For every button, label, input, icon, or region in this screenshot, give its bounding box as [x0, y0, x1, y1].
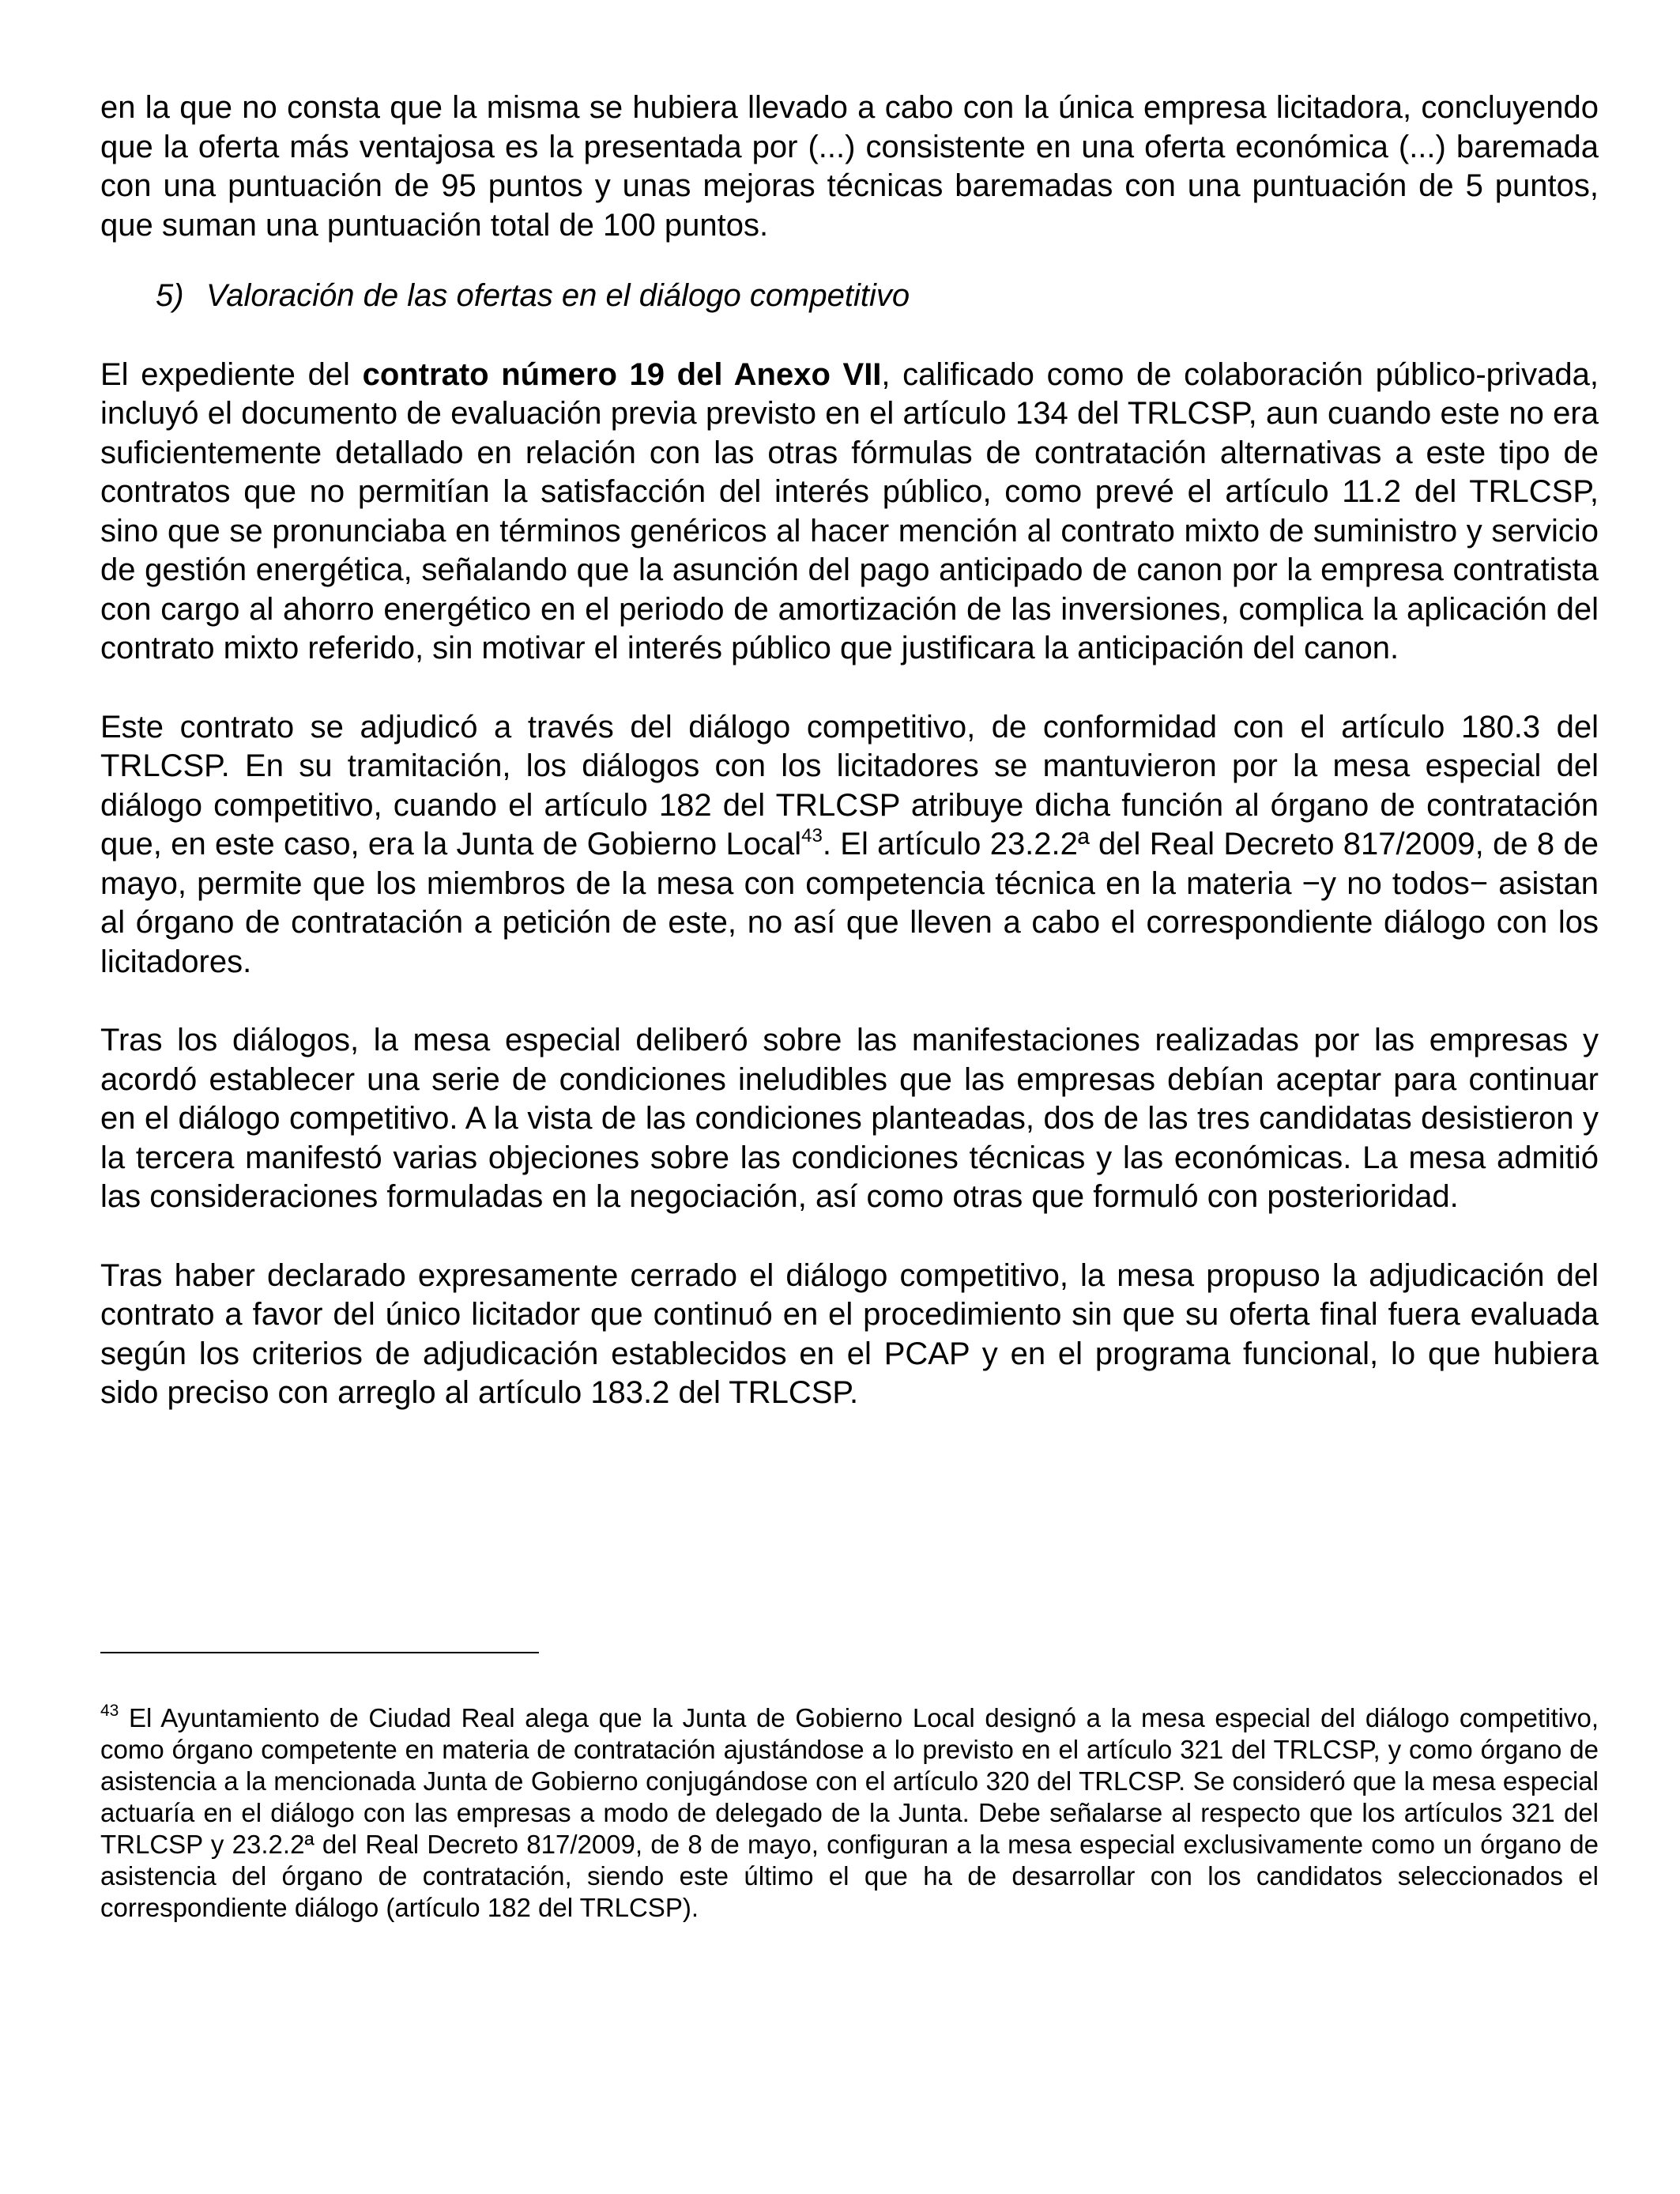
- paragraph-1: [100, 89, 1599, 245]
- paragraph-3-text-start: Este contrato se adjudicó a través del diálogo competitivo, de conformidad con el artículo 180.3 del TRLCSP. En su tramitación, los diálogos con los licitadores se mantuvieron por la mesa especial del diálogo competitivo, cuando el artículo 182 del TRLCSP atribuye dicha función al órgano de contratación que, en este caso, era la Junta de Gobierno Local: [100, 709, 1599, 861]
- footnote-separator: [100, 1652, 539, 1653]
- section-heading-text: Valoración de las ofertas en el diálogo competitivo: [206, 278, 910, 313]
- paragraph-5-text: Tras haber declarado expresamente cerrado el diálogo competitivo, la mesa propuso la adjudicación del contrato a favor del único licitador que continuó en el procedimiento sin que su oferta final fuera evaluada según los criterios de adjudicación establecidos en el PCAP y en el programa funcional, lo que hubiera sido preciso con arreglo al artículo 183.2 del TRLCSP.: [100, 1257, 1599, 1410]
- paragraph-2-bold-reference: contrato número 19 del Anexo VII: [362, 356, 882, 392]
- paragraph-2-text-start: El expediente del: [100, 356, 363, 392]
- paragraph-3: [100, 708, 1599, 982]
- paragraph-4: [100, 1021, 1599, 1217]
- paragraph-2: [100, 356, 1599, 669]
- paragraph-4-text: Tras los diálogos, la mesa especial deliberó sobre las manifestaciones realizadas por las empresas y acordó establecer una serie de condiciones ineludibles que las empresas debían aceptar para continuar en el diálogo competitivo. A la vista de las condiciones planteadas, dos de las tres candidatas desistieron y la tercera manifestó varias objeciones sobre las condiciones técnicas y las económicas. La mesa admitió las consideraciones formuladas en la negociación, así como otras que formuló con posterioridad.: [100, 1023, 1599, 1214]
- paragraph-2-text-end: , calificado como de colaboración público-privada, incluyó el documento de evaluación previa previsto en el artículo 134 del TRLCSP, aun cuando este no era suficientemente detallado en relación con las otras fórmulas de contratación alternativas a este tipo de contratos que no permitían la satisfacción del interés público, como prevé el artículo 11.2 del TRLCSP, sino que se pronunciaba en términos genéricos al hacer mención al contrato mixto de suministro y servicio de gestión energética, señalando que la asunción del pago anticipado de canon por la empresa contratista con cargo al ahorro energético en el periodo de amortización de las inversiones, complica la aplicación del contrato mixto referido, sin motivar el interés público que justificara la anticipación del canon.: [100, 356, 1599, 665]
- section-heading: [100, 277, 1599, 316]
- paragraph-1-text: en la que no consta que la misma se hubiera llevado a cabo con la única empresa licitadora, concluyendo que la oferta más ventajosa es la presentada por (...) consistente en una oferta económica (...) baremada con una puntuación de 95 puntos y unas mejoras técnicas baremadas con una puntuación de 5 puntos, que suman una puntuación total de 100 puntos.: [100, 90, 1599, 243]
- footnote-reference[interactable]: 43: [801, 825, 823, 846]
- section-heading-number: 5): [156, 278, 184, 313]
- footnote: [100, 1702, 1599, 1924]
- paragraph-5: [100, 1257, 1599, 1413]
- body-text: [100, 89, 1599, 1413]
- footnote-text: El Ayuntamiento de Ciudad Real alega que la Junta de Gobierno Local designó a la mesa especial del diálogo competitivo, como órgano competente en materia de contratación ajustándose a lo previsto en el artículo 321 del TRLCSP, y como órgano de asistencia a la mencionada Junta de Gobierno conjugándose con el artículo 320 del TRLCSP. Se consideró que la mesa especial actuaría en el diálogo con las empresas a modo de delegado de la Junta. Debe señalarse al respecto que los artículos 321 del TRLCSP y 23.2.2ª del Real Decreto 817/2009, de 8 de mayo, configuran a la mesa especial exclusivamente como un órgano de asistencia del órgano de contratación, siendo este último el que ha de desarrollar con los candidatos seleccionados el correspondiente diálogo (artículo 182 del TRLCSP).: [100, 1703, 1599, 1922]
- paragraph-3-text-end: . El artículo 23.2.2ª del Real Decreto 817/2009, de 8 de mayo, permite que los miembros de la mesa con competencia técnica en la materia −y no todos− asistan al órgano de contratación a petición de este, no así que lleven a cabo el correspondiente diálogo con los licitadores.: [100, 827, 1599, 979]
- footnote-number: 43: [100, 1702, 119, 1720]
